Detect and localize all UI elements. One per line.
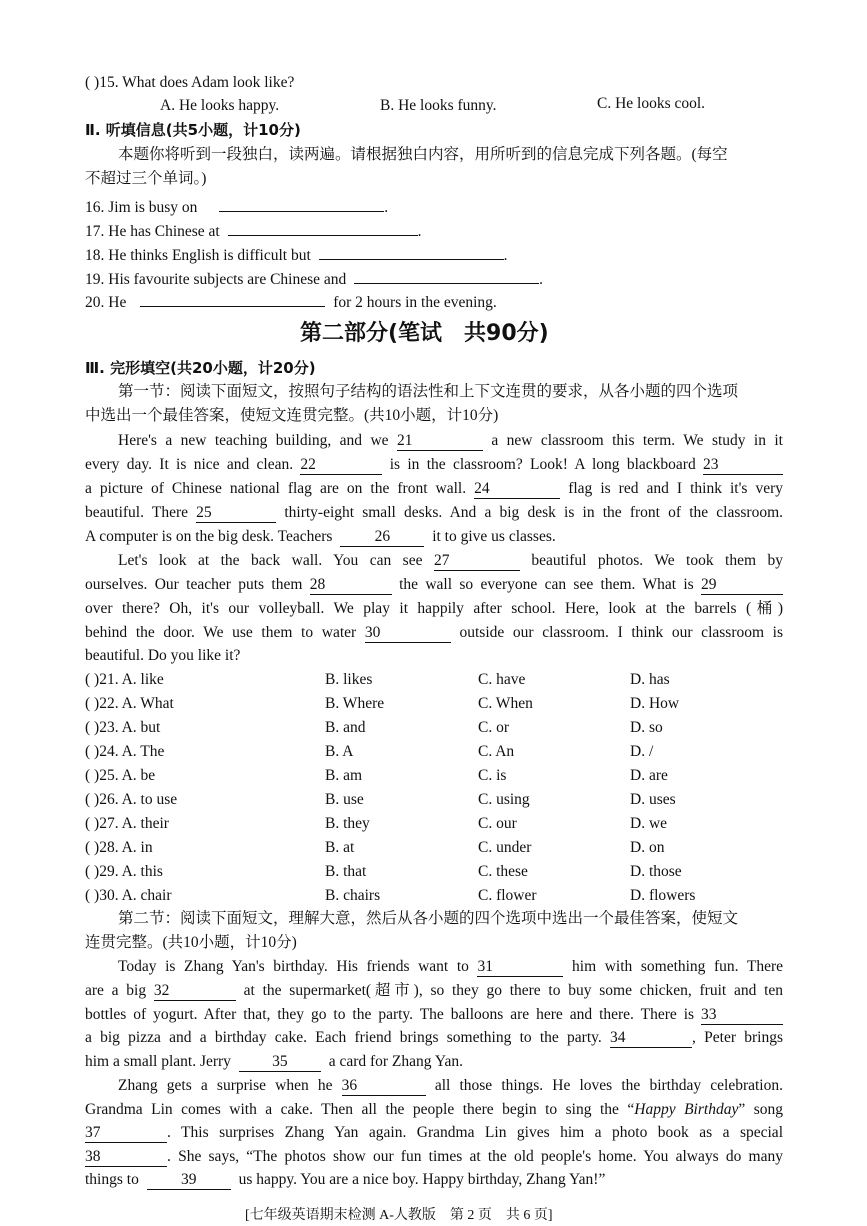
cloze-blank-27[interactable]: 27 [434,552,520,571]
passage-2-line-3: bottles of yogurt. After that, they go to the party. The balloons are here and there. There is 33 [85,1005,783,1025]
q22-option-b: B. Where [325,695,385,712]
q22-option-c: C. When [478,695,533,712]
question-25: ( )25. A. be [85,767,156,784]
q25-option-b: B. am [325,767,363,784]
q23-option-c: C. or [478,719,509,736]
cloze-blank-22[interactable]: 22 [300,456,382,475]
q30-option-d: D. flowers [630,887,696,904]
cloze-blank-31[interactable]: 31 [477,958,563,977]
section-3-part-1-instruction-cont: 中选出一个最佳答案，使短文连贯完整。(共10小题，计10分) [85,407,499,424]
passage-1-line-6: Let's look at the back wall. You can see 27 beautiful photos. We took them by [118,552,783,569]
section-2-instruction-cont: 不超过三个单词。) [85,170,207,187]
q27-option-b: B. they [325,815,370,832]
q28-option-b: B. at [325,839,355,856]
question-16: 16. Jim is busy on . [85,193,388,218]
q29-option-d: D. those [630,863,682,880]
section-3-part-2-instruction: 第二节：阅读下面短文，理解大意，然后从各小题的四个选项中选出一个最佳答案，使短文 [118,910,739,927]
passage-2-line-1: Today is Zhang Yan's birthday. His friends want to 31 him with something fun. There [118,958,783,975]
question-27: ( )27. A. their [85,815,169,832]
q27-option-c: C. our [478,815,517,832]
passage-2-line-2: are a big 32 at the supermarket(超市), so they go there to buy some chicken, fruit and ten [85,982,784,999]
q24-option-b: B. A [325,743,354,760]
cloze-blank-28[interactable]: 28 [310,576,392,595]
question-28: ( )28. A. in [85,839,153,856]
part-2-title: 第二部分(笔试 共90分) [300,321,549,346]
q25-option-d: D. are [630,767,668,784]
question-17: 17. He has Chinese at . [85,217,421,242]
q21-option-c: C. have [478,671,526,688]
cloze-blank-34[interactable]: 34 [610,1029,692,1048]
passage-1-line-3: a picture of Chinese national flag are on the front wall. 24 flag is red and I think it's very [85,480,783,497]
cloze-blank-36[interactable]: 36 [342,1077,426,1096]
q15-option-b: B. He looks funny. [380,97,497,114]
passage-1-line-1: Here's a new teaching building, and we 21 a new classroom this term. We study in it [118,432,783,449]
q30-option-c: C. flower [478,887,537,904]
q26-option-b: B. use [325,791,364,808]
q15-option-c: C. He looks cool. [597,95,706,112]
q28-option-d: D. on [630,839,665,856]
question-20: 20. He for 2 hours in the evening. [85,288,497,313]
cloze-blank-24[interactable]: 24 [474,480,560,499]
passage-2-line-6: Zhang gets a surprise when he 36 all those things. He loves the birthday celebration. [118,1077,783,1094]
passage-1-line-9: behind the door. We use them to water 30 outside our classroom. I think our classroom is [85,624,784,641]
cloze-blank-32[interactable]: 32 [154,982,236,1001]
question-19: 19. His favourite subjects are Chinese and . [85,265,543,290]
passage-1-line-7: ourselves. Our teacher puts them 28 the wall so everyone can see them. What is 29 [85,575,783,595]
cloze-blank-38[interactable]: 38 [85,1148,167,1167]
passage-2-line-10: things to 39 us happy. You are a nice boy. Happy birthday, Zhang Yan!” [85,1171,606,1188]
cloze-blank-29[interactable]: 29 [701,576,783,595]
passage-1-line-4: beautiful. There 25 thirty-eight small desks. And a big desk is in the front of the classroom. [85,504,784,521]
cloze-blank-33[interactable]: 33 [701,1006,783,1025]
question-29: ( )29. A. this [85,863,163,880]
q21-option-d: D. has [630,671,670,688]
answer-blank-18[interactable] [319,241,504,260]
q30-option-b: B. chairs [325,887,381,904]
q29-option-c: C. these [478,863,528,880]
q28-option-c: C. under [478,839,532,856]
cloze-blank-25[interactable]: 25 [196,504,276,523]
q27-option-d: D. we [630,815,668,832]
q26-option-c: C. using [478,791,530,808]
q23-option-d: D. so [630,719,663,736]
q24-option-d: D. / [630,743,654,760]
answer-blank-16[interactable] [219,193,384,212]
q15-option-a: A. He looks happy. [160,97,280,114]
section-2-instruction: 本题你将听到一段独白，读两遍。请根据独白内容，用所听到的信息完成下列各题。(每空 [118,146,728,163]
q23-option-b: B. and [325,719,366,736]
q22-option-d: D. How [630,695,680,712]
passage-2-line-4: a big pizza and a birthday cake. Each friend brings something to the party. 34 , Peter brings [85,1029,783,1046]
question-18: 18. He thinks English is difficult but . [85,241,508,266]
section-2-title: Ⅱ. 听填信息(共5小题，计10分) [85,121,301,139]
passage-1-line-8: over there? Oh, it's our volleyball. We play it happily after school. Here, look at the barrels (桶) [85,600,783,617]
cloze-blank-30[interactable]: 30 [365,624,451,643]
question-30: ( )30. A. chair [85,887,172,904]
cloze-blank-35[interactable]: 35 [239,1053,321,1072]
section-3-part-2-instruction-cont: 连贯完整。(共10小题，计10分) [85,934,297,951]
answer-blank-19[interactable] [354,265,539,284]
cloze-blank-26[interactable]: 26 [340,528,424,547]
passage-1-line-2: every day. It is nice and clean. 22 is in the classroom? Look! A long blackboard 23 [85,455,783,475]
question-22: ( )22. A. What [85,695,174,712]
q29-option-b: B. that [325,863,367,880]
q25-option-c: C. is [478,767,507,784]
question-21: ( )21. A. like [85,671,164,688]
cloze-blank-37[interactable]: 37 [85,1124,167,1143]
passage-2-line-9: 38 . She says, “The photos show our fun times at the old people's home. You always do many [85,1148,783,1165]
question-23: ( )23. A. but [85,719,161,736]
question-15: ( )15. What does Adam look like? [85,74,295,91]
answer-blank-20[interactable] [140,288,325,307]
cloze-blank-39[interactable]: 39 [147,1171,231,1190]
question-26: ( )26. A. to use [85,791,178,808]
q26-option-d: D. uses [630,791,676,808]
passage-2-line-5: him a small plant. Jerry 35 a card for Zhang Yan. [85,1053,463,1070]
passage-1-line-5: A computer is on the big desk. Teachers 26 it to give us classes. [85,528,556,545]
passage-2-line-7: Grandma Lin comes with a cake. Then all the people there begin to sing the “Happy Birthday” song [85,1101,783,1118]
answer-blank-17[interactable] [228,217,418,236]
section-3-part-1-instruction: 第一节：阅读下面短文，按照句子结构的语法性和上下文连贯的要求，从各小题的四个选项 [118,383,739,400]
passage-1-line-10: beautiful. Do you like it? [85,647,241,664]
cloze-blank-23[interactable]: 23 [703,456,783,475]
passage-2-line-8: 37 . This surprises Zhang Yan again. Grandma Lin gives him a photo book as a special [85,1124,783,1141]
q24-option-c: C. An [478,743,515,760]
cloze-blank-21[interactable]: 21 [397,432,483,451]
section-3-title: Ⅲ. 完形填空(共20小题，计20分) [85,359,316,377]
q21-option-b: B. likes [325,671,373,688]
page-footer: [七年级英语期末检测 A-人教版 第 2 页 共 6 页] [245,1208,553,1223]
question-24: ( )24. A. The [85,743,165,760]
